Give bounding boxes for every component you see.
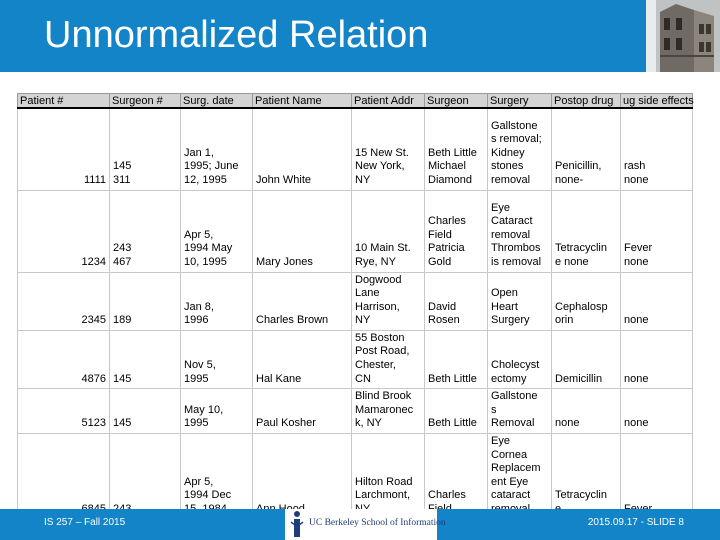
col-header-patient-number: Patient #: [18, 94, 110, 109]
cell-patient-name: Paul Kosher: [253, 389, 352, 434]
table-row: [18, 389, 693, 434]
cell-surgery-date: May 10, 1995: [181, 389, 253, 434]
cell-surgery-date: Apr 5, 1994 May 10, 1995: [181, 190, 253, 272]
cell-patient-number: [18, 434, 110, 520]
cell-surgeon: David Rosen: [425, 272, 488, 330]
cell-patient-number: 5123: [18, 389, 110, 434]
cell-patient-name: Charles Brown: [253, 272, 352, 330]
col-header-surgery-date: Surg. date: [181, 94, 253, 109]
cell-surgery: Eye Cataract removal Thrombos is removal: [488, 190, 552, 272]
cell-patient-address: 10 Main St. Rye, NY: [352, 190, 425, 272]
cell-patient-number: 2345: [18, 272, 110, 330]
table-row: [18, 272, 693, 330]
cell-surgery: Cholecyst ectomy: [488, 330, 552, 388]
berkeley-ischool-logo-mark-icon: [289, 510, 305, 539]
cell-surgery: Gallstone s Removal: [488, 389, 552, 434]
cell-patient-address: Blind Brook Mamaronec k, NY: [352, 389, 425, 434]
col-header-patient-address: Patient Addr: [352, 94, 425, 109]
cell-postop-drug: Penicillin, none-: [552, 108, 621, 190]
cell-patient-address: 55 Boston Post Road, Chester, CN: [352, 330, 425, 388]
cell-surgeon-number: 145: [110, 389, 181, 434]
cell-postop-drug: Tetracyclin: [552, 434, 621, 520]
cell-patient-address: Hilton Road Larchmont,: [352, 434, 425, 520]
cell-surgery-date: Apr 5, 1994 Dec: [181, 434, 253, 520]
table-row: [18, 330, 693, 388]
cell-surgeon: Charles: [425, 434, 488, 520]
cell-surgeon-number: [110, 434, 181, 520]
cell-patient-address: Dogwood Lane Harrison, NY: [352, 272, 425, 330]
cell-postop-drug: Cephalosp orin: [552, 272, 621, 330]
unnormalized-relation-table: [17, 93, 693, 520]
cell-surgery: Open Heart Surgery: [488, 272, 552, 330]
cell-side-effects: none: [621, 389, 693, 434]
cell-postop-drug: Tetracyclin e none: [552, 190, 621, 272]
slide-title: Unnormalized Relation: [44, 14, 429, 56]
cell-surgery: Gallstone s removal; Kidney stones removal: [488, 108, 552, 190]
col-header-surgeon-number: Surgeon #: [110, 94, 181, 109]
cell-surgery-date: Jan 8, 1996: [181, 272, 253, 330]
cell-postop-drug: Demicillin: [552, 330, 621, 388]
table-row: [18, 434, 693, 520]
cell-patient-name: [253, 434, 352, 520]
unnormalized-relation-table-container: [17, 93, 692, 503]
cell-postop-drug: none: [552, 389, 621, 434]
berkeley-ischool-logo: [285, 509, 446, 540]
cell-surgeon-number: 189: [110, 272, 181, 330]
cell-surgeon-number: 145: [110, 330, 181, 388]
header-row: [18, 94, 693, 109]
col-header-patient-name: Patient Name: [253, 94, 352, 109]
cell-side-effects: rash none: [621, 108, 693, 190]
building-photo: [646, 0, 720, 72]
col-header-surgeon: Surgeon: [425, 94, 488, 109]
slide-number: 2015.09.17 - SLIDE 8: [587, 517, 684, 528]
cell-surgeon: Beth Little Michael Diamond: [425, 108, 488, 190]
cell-patient-name: John White: [253, 108, 352, 190]
cell-patient-number: 1111: [18, 108, 110, 190]
cell-surgery-date: Nov 5, 1995: [181, 330, 253, 388]
footer-bar: [0, 509, 720, 540]
cell-surgery: Eye Cornea Replacem ent Eye cataract: [488, 434, 552, 520]
logo-text: UC Berkeley School of Information: [309, 518, 446, 528]
col-header-drug-side-effects: ug side effects: [621, 94, 693, 109]
table-row: [18, 190, 693, 272]
col-header-surgery: Surgery: [488, 94, 552, 109]
cell-side-effects: none: [621, 330, 693, 388]
cell-patient-number: 1234: [18, 190, 110, 272]
cell-surgeon-number: 243 467: [110, 190, 181, 272]
cell-surgeon: Beth Little: [425, 330, 488, 388]
cell-side-effects: Fever none: [621, 190, 693, 272]
cell-surgeon-number: 145 311: [110, 108, 181, 190]
title-bar: [0, 0, 720, 72]
cell-patient-name: Hal Kane: [253, 330, 352, 388]
cell-patient-number: 4876: [18, 330, 110, 388]
cell-side-effects: [621, 434, 693, 520]
course-label: IS 257 – Fall 2015: [44, 517, 126, 528]
cell-surgery-date: Jan 1, 1995; June 12, 1995: [181, 108, 253, 190]
cell-surgeon: Charles Field Patricia Gold: [425, 190, 488, 272]
cell-side-effects: none: [621, 272, 693, 330]
table-row: [18, 108, 693, 190]
cell-surgeon: Beth Little: [425, 389, 488, 434]
cell-patient-address: 15 New St. New York, NY: [352, 108, 425, 190]
cell-patient-name: Mary Jones: [253, 190, 352, 272]
col-header-postop-drug: Postop drug: [552, 94, 621, 109]
